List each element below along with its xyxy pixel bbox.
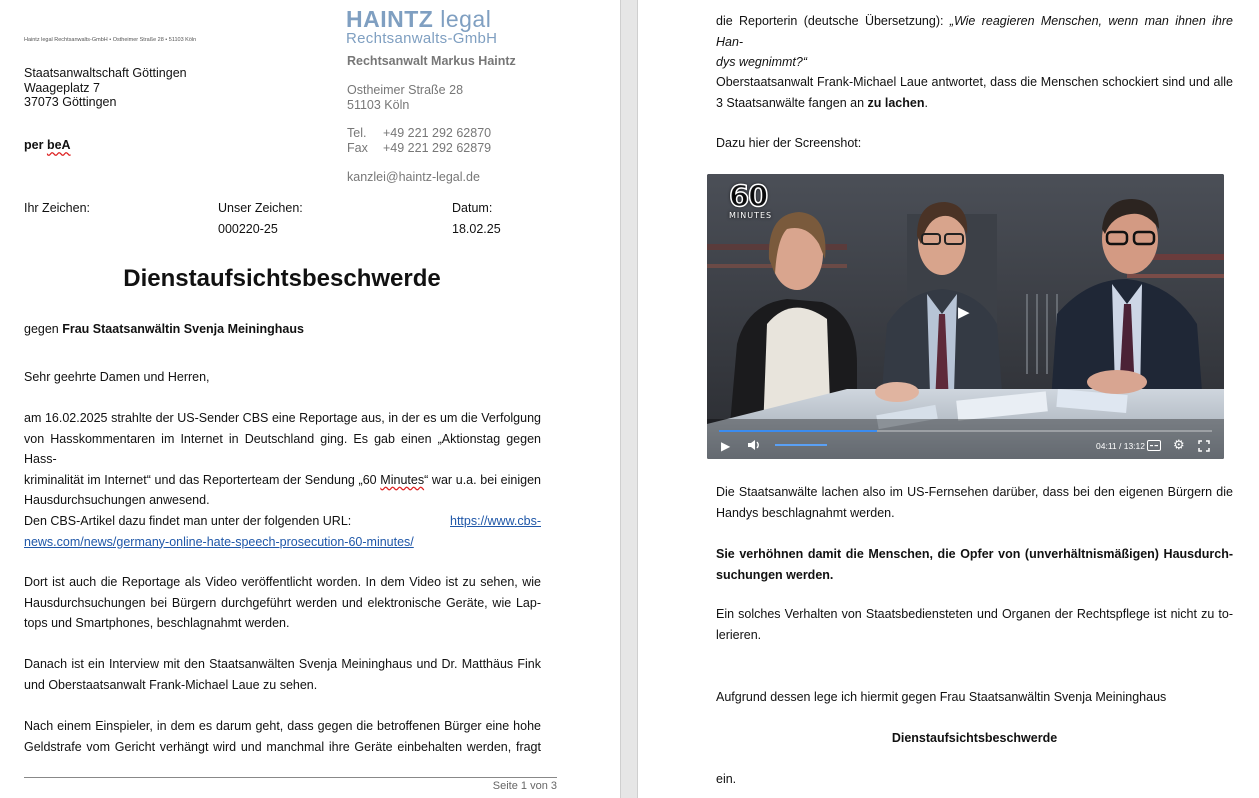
delivery-method: per beA [24, 138, 71, 152]
recipient-city: 37073 Göttingen [24, 95, 117, 109]
paragraph-2: Den CBS-Artikel dazu findet man unter der folgenden URL: https://www.cbs- news.com/news/germany-online-hate-speech-prosecution-60-minutes/ [24, 511, 541, 552]
document-page-2 [638, 0, 1259, 798]
logo-subline: Rechtsanwalts-GmbH [346, 30, 498, 47]
volume-icon[interactable] [747, 438, 761, 457]
paragraph-therefore: Aufgrund dessen lege ich hiermit gegen Frau Staatsanwältin Svenja Meininghaus [716, 690, 1167, 704]
paragraph-3: Dort ist auch die Reportage als Video veröffentlicht worden. In dem Video ist zu sehen, wie Hausdurchsuchungen bei Bürgern durchgeführt werden und elektronische Geräte, wie Lap- tops und Smartphones, beschlagnahmt werden. [24, 575, 541, 630]
sender-email: kanzlei@haintz-legal.de [347, 170, 480, 184]
document-title: Dienstaufsichtsbeschwerde [123, 265, 441, 292]
captions-icon[interactable] [1147, 439, 1161, 457]
cbs-article-link[interactable]: https://www.cbs- [450, 514, 541, 528]
ihr-zeichen-label: Ihr Zeichen: [24, 201, 91, 215]
sender-fax-label: Fax [347, 141, 368, 155]
unser-zeichen-value: 000220-25 [218, 222, 278, 236]
settings-gear-icon[interactable]: ⚙ [1173, 437, 1185, 452]
reporter-question: die Reporterin (deutsche Übersetzung): „Wie reagieren Menschen, wenn man ihnen ihre Han- dys wegnimmt?“ [716, 14, 1233, 69]
logo-word-haintz: HAINTZ [346, 6, 434, 32]
paragraph-mocking: Sie verhöhnen damit die Menschen, die Opfer von (unverhältnismäßigen) Hausdurch- suchungen werden. [716, 547, 1233, 582]
video-screenshot[interactable] [707, 174, 1224, 459]
play-icon[interactable]: ▶ [721, 439, 731, 453]
sender-return-line: Haintz legal Rechtsanwalts-GmbH • Ostheimer Straße 28 • 51103 Köln [24, 37, 197, 43]
footer-divider [24, 777, 557, 778]
paragraph-4: Danach ist ein Interview mit den Staatsanwälten Svenja Meininghaus und Dr. Matthäus Fink und Oberstaatsanwalt Frank-Michael Laue zu sehen. [24, 657, 541, 692]
center-play-icon[interactable]: ▶ [958, 304, 970, 321]
greeting: Sehr geehrte Damen und Herren, [24, 370, 210, 384]
sixty-minutes-logo: 60 MINUTES [729, 179, 773, 220]
unser-zeichen-label: Unser Zeichen: [218, 201, 303, 215]
lawyer-name: Rechtsanwalt Markus Haintz [347, 54, 516, 68]
paragraph-5: Nach einem Einspieler, in dem es darum geht, dass gegen die betroffenen Bürger eine hohe Geldstrafe vom Gericht verhängt wird und manchmal ihre Geräte einbehalten werden, fragt [24, 719, 541, 754]
complaint-title-repeat: Dienstaufsichtsbeschwerde [891, 731, 1058, 745]
page-separator [620, 0, 638, 798]
against-line: gegen Frau Staatsanwältin Svenja Meininghaus [24, 322, 304, 336]
fullscreen-icon[interactable] [1198, 439, 1210, 457]
volume-slider[interactable] [775, 444, 827, 446]
paragraph-not-tolerable: Ein solches Verhalten von Staatsbediensteten und Organen der Rechtspflege ist nicht zu to- lerieren. [716, 607, 1233, 642]
sender-fax: +49 221 292 62879 [383, 141, 492, 155]
screenshot-intro: Dazu hier der Screenshot: [716, 136, 862, 150]
datum-label: Datum: [452, 201, 493, 215]
logo-word-legal: legal [440, 6, 492, 32]
recipient-street: Waageplatz 7 [24, 81, 100, 95]
video-progress-track[interactable] [719, 430, 1212, 432]
sender-tel-label: Tel. [347, 126, 367, 140]
sender-city: 51103 Köln [347, 98, 410, 112]
against-name: Frau Staatsanwältin Svenja Meininghaus [62, 322, 304, 336]
video-progress-fill [719, 430, 877, 432]
recipient-name: Staatsanwaltschaft Göttingen [24, 66, 187, 80]
firm-logo [346, 7, 497, 47]
video-time: 04:11 / 13:12 [1096, 441, 1145, 451]
cbs-article-link-cont[interactable]: news.com/news/germany-online-hate-speech-prosecution-60-minutes/ [24, 534, 414, 549]
answer-paragraph: Oberstaatsanwalt Frank-Michael Laue antwortet, dass die Menschen schockiert sind und alle 3 Staatsanwälte fangen an zu lachen. [716, 75, 1233, 110]
closing-ein: ein. [716, 772, 737, 786]
bea-word: beA [46, 138, 71, 152]
sender-street: Ostheimer Straße 28 [347, 83, 464, 97]
laugh-emphasis: zu lachen [867, 95, 925, 110]
paragraph-1: am 16.02.2025 strahlte der US-Sender CBS eine Reportage aus, in der es um die Verfolgung von Hasskommentaren im Internet in Deutschland ging. Es gab einen „Aktionstag gegen Hass- kriminalität im Internet“ und das Reporterteam der Sendung „60 Minutes“ war u.a. bei einigen Hausdurchsuchungen anwesend. [24, 411, 541, 507]
document-page-1 [0, 0, 620, 798]
sender-tel: +49 221 292 62870 [383, 126, 492, 140]
datum-value: 18.02.25 [452, 222, 501, 236]
paragraph-laughing: Die Staatsanwälte lachen also im US-Fernsehen darüber, dass bei den eigenen Bürgern die Handys beschlagnahmt werden. [716, 485, 1233, 520]
page-number: Seite 1 von 3 [492, 780, 557, 792]
